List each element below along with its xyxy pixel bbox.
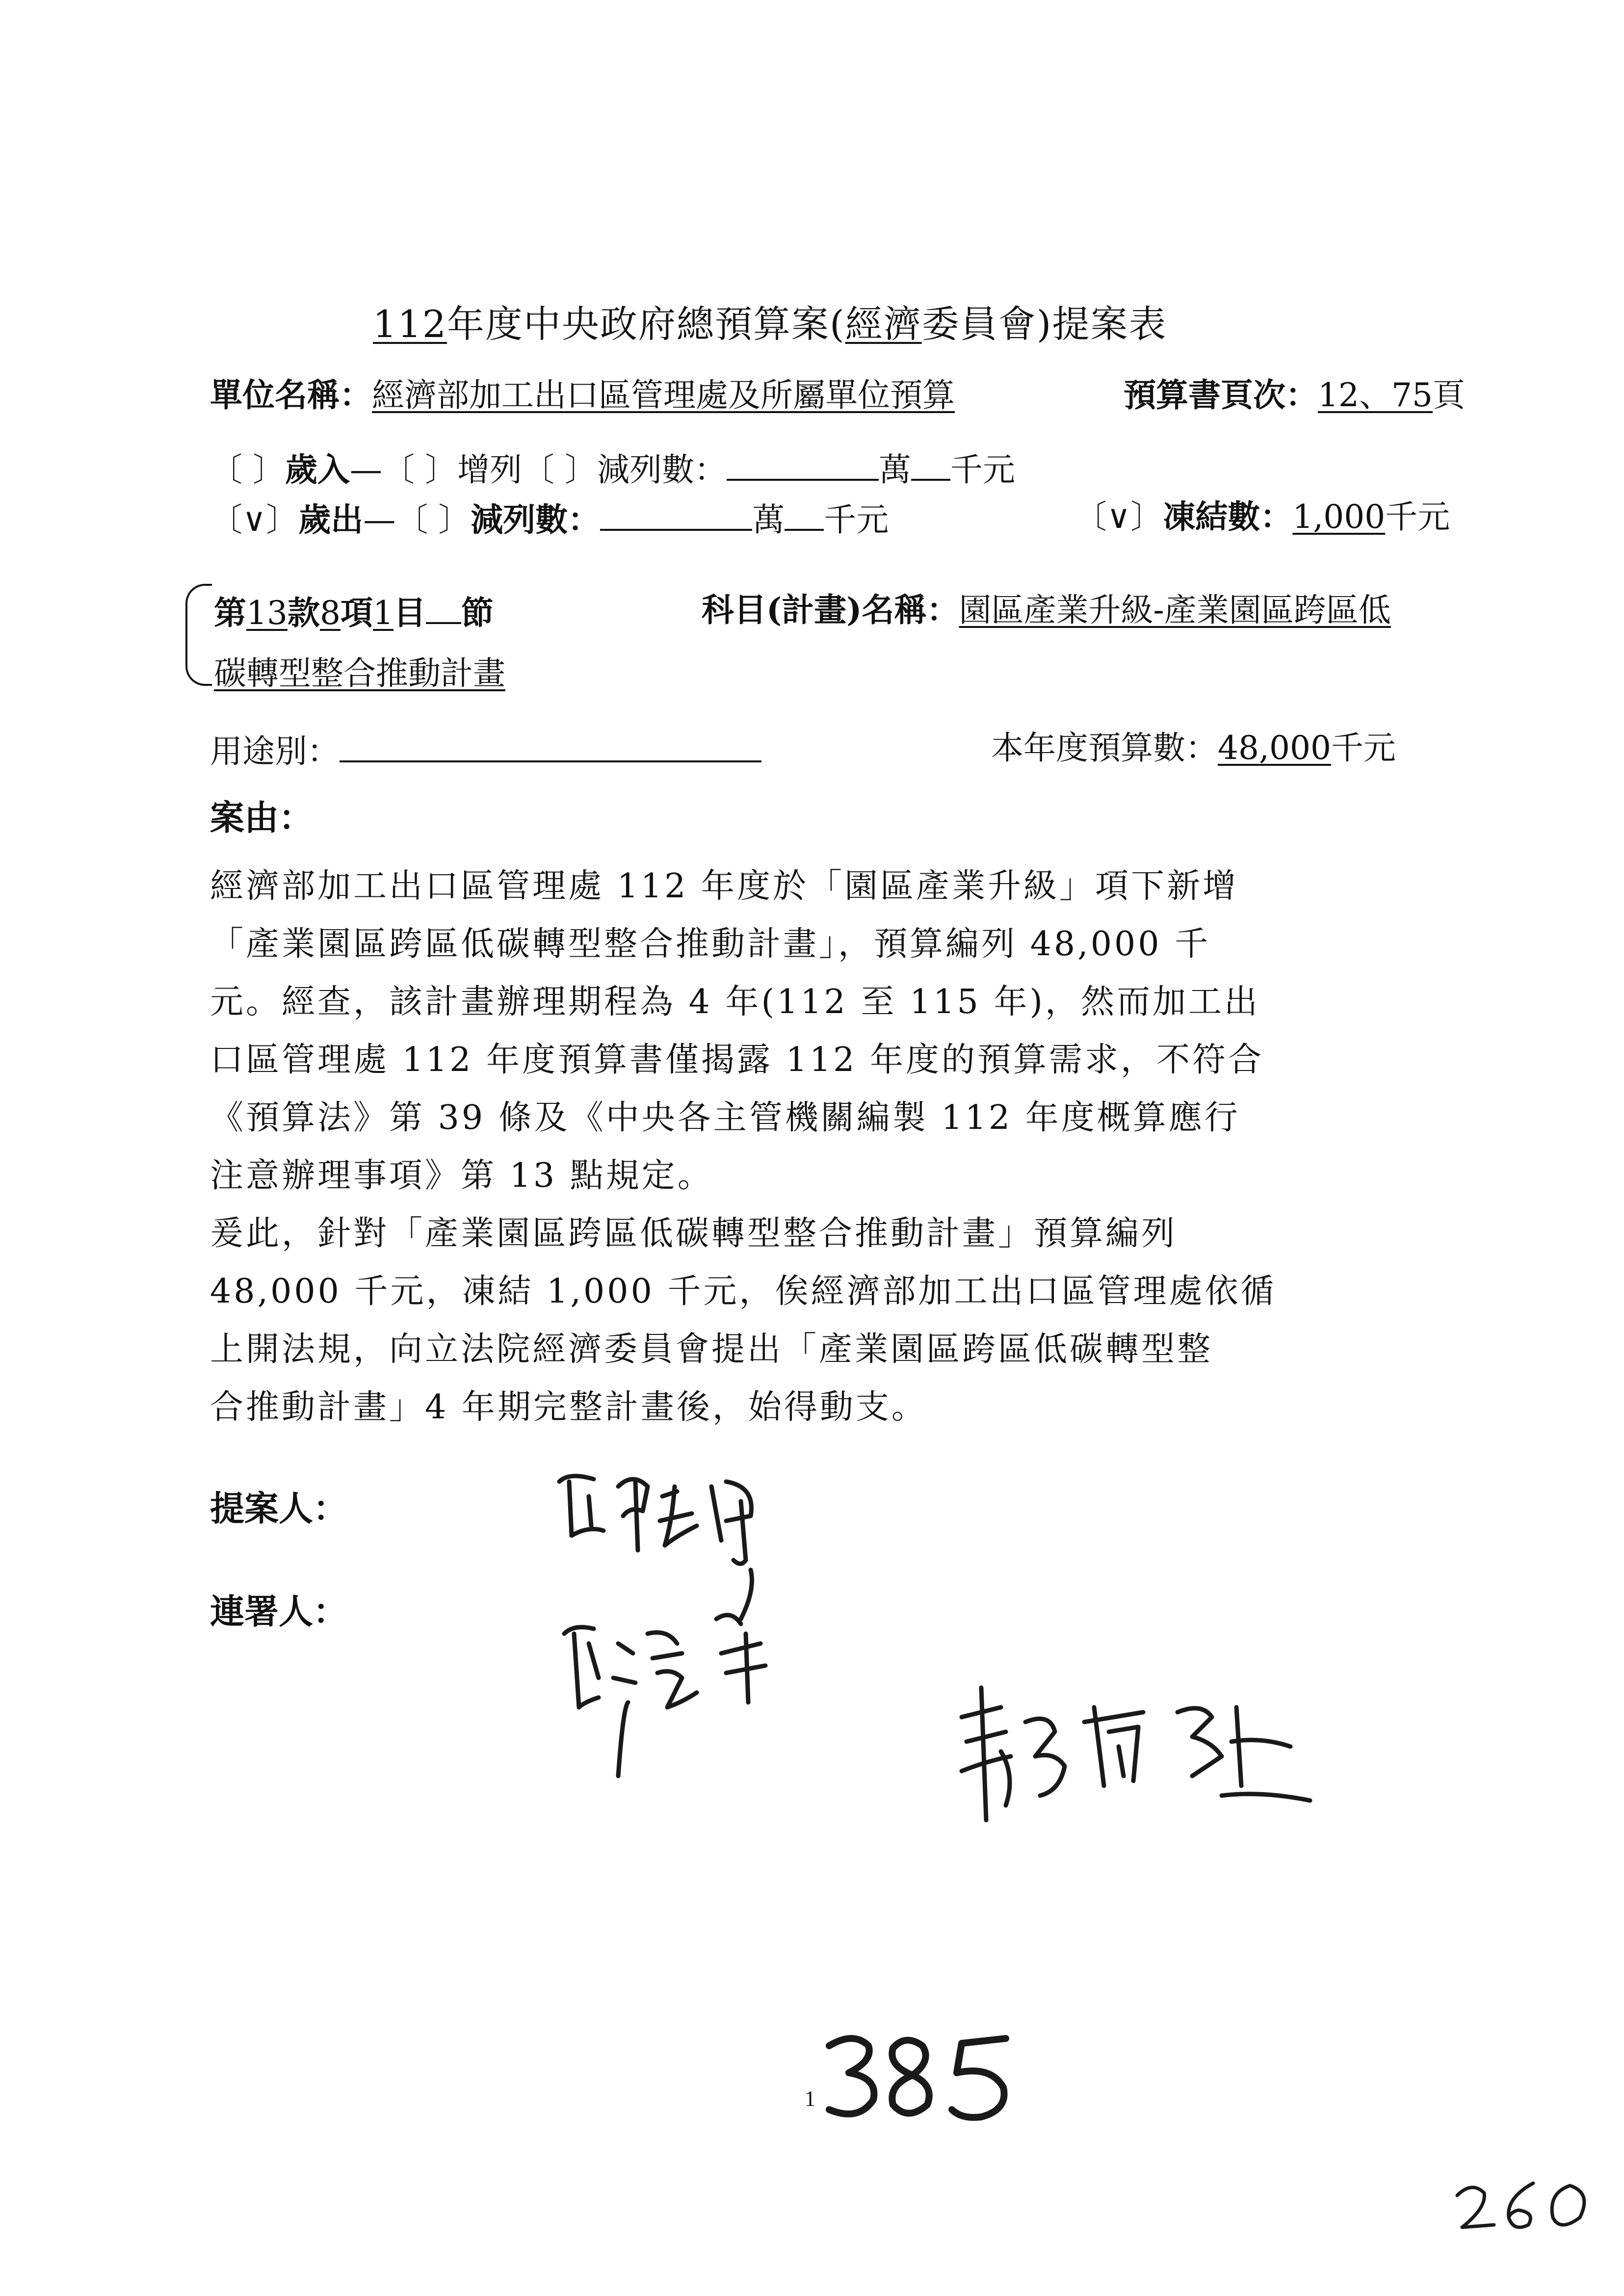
- title-year: 112: [373, 302, 447, 346]
- item-mu-value: 1: [372, 594, 393, 632]
- reason-heading: 案由：: [210, 797, 313, 838]
- freeze-checkbox[interactable]: 〔∨〕: [1074, 498, 1163, 536]
- item-kuan-value: 13: [246, 594, 288, 632]
- usage-label: 用途別：: [210, 732, 340, 770]
- item-xiang-label: 項: [340, 594, 373, 632]
- expenditure-checkbox[interactable]: 〔∨〕: [210, 501, 299, 539]
- freeze-label: 凍結數：: [1163, 497, 1293, 536]
- annual-budget-unit: 千元: [1331, 729, 1396, 767]
- reason-line: 口區管理處 112 年度預算書僅揭露 112 年度的預算需求，不符合: [210, 1041, 1264, 1079]
- budget-page-value: 12、75: [1318, 376, 1433, 414]
- proposer-label: 提案人：: [210, 1488, 347, 1529]
- item-numbering: [214, 594, 494, 632]
- usage-blank[interactable]: [340, 732, 761, 762]
- unit-value: 經濟部加工出口區管理處及所屬單位預算: [372, 376, 955, 414]
- cosigner-signature-image-1: [554, 1560, 829, 1786]
- unit-label: 單位名稱：: [210, 376, 372, 414]
- revenue-checkbox[interactable]: 〔 〕: [210, 451, 285, 489]
- reason-line: 元。經查，該計畫辦理期程為 4 年(112 至 115 年)，然而加工出: [210, 983, 1260, 1021]
- budget-page-label: 預算書頁次：: [1124, 376, 1318, 414]
- item-jie-label: 節: [461, 594, 494, 632]
- revenue-qian-unit: 千元: [950, 451, 1015, 489]
- unit-row: [210, 376, 955, 414]
- revenue-qian-blank[interactable]: [911, 450, 950, 481]
- reason-line: 注意辦理事項》第 13 點規定。: [210, 1156, 713, 1195]
- expenditure-wan-unit: 萬: [752, 501, 785, 539]
- expenditure-row: [210, 500, 889, 539]
- expenditure-decrease-checkbox[interactable]: 〔 〕: [395, 501, 471, 539]
- revenue-row: [210, 450, 1015, 489]
- reason-line: 合推動計畫」4 年期完整計畫後，始得動支。: [210, 1388, 927, 1427]
- revenue-increase-checkbox[interactable]: 〔 〕: [382, 451, 457, 489]
- expenditure-qian-unit: 千元: [824, 501, 889, 539]
- usage-row: [210, 732, 761, 768]
- item-jie-blank[interactable]: [426, 594, 461, 624]
- item-brace: [185, 584, 212, 686]
- expenditure-dash: —: [363, 501, 396, 539]
- annual-budget-label: 本年度預算數：: [991, 729, 1218, 767]
- budget-page-row: [1124, 376, 1465, 414]
- proposer-signature-image: [550, 1452, 775, 1570]
- item-xiang-value: 8: [319, 594, 341, 632]
- item-di: 第: [214, 594, 246, 632]
- expenditure-qian-blank[interactable]: [785, 500, 824, 531]
- annual-budget-value: 48,000: [1218, 729, 1331, 767]
- handwritten-number-385: [819, 2031, 1016, 2124]
- freeze-row: [1074, 497, 1450, 536]
- reason-line: 「產業園區跨區低碳轉型整合推動計畫」，預算編列 48,000 千: [210, 925, 1211, 964]
- subject-continuation: [214, 654, 505, 692]
- reason-line: 48,000 千元，凍結 1,000 千元，俟經濟部加工出口區管理處依循: [210, 1272, 1277, 1311]
- revenue-dash: —: [349, 451, 382, 489]
- reason-line: 經濟部加工出口區管理處 112 年度於「園區產業升級」項下新增: [210, 867, 1239, 906]
- revenue-decrease-label: 減列數：: [597, 451, 727, 489]
- handwritten-number-260: [1447, 2168, 1604, 2237]
- expenditure-label: 歲出: [298, 500, 364, 539]
- revenue-label: 歲入: [285, 450, 350, 489]
- cosigner-signature-image-2: [947, 1678, 1320, 1830]
- revenue-wan-unit: 萬: [878, 451, 911, 489]
- revenue-increase-label: 增列: [457, 451, 522, 489]
- subject-line-2: 碳轉型整合推動計畫: [214, 654, 505, 692]
- reason-line: 爰此，針對「產業園區跨區低碳轉型整合推動計畫」預算編列: [210, 1214, 1178, 1253]
- title-prefix: 年度中央政府總預算案(: [447, 302, 845, 346]
- budget-page-unit: 頁: [1432, 376, 1465, 414]
- revenue-decrease-checkbox[interactable]: 〔 〕: [522, 451, 597, 489]
- reason-line: 上開法規，向立法院經濟委員會提出「產業園區跨區低碳轉型整: [210, 1330, 1213, 1369]
- title-suffix: 委員會)提案表: [921, 302, 1167, 346]
- freeze-value: 1,000: [1292, 498, 1386, 536]
- freeze-unit: 千元: [1385, 498, 1450, 536]
- expenditure-wan-blank[interactable]: [600, 500, 752, 531]
- item-kuan-label: 款: [287, 594, 320, 632]
- subject-label: 科目(計畫)名稱：: [702, 591, 959, 629]
- title-committee: 經濟: [845, 302, 922, 346]
- subject-row: [702, 591, 1391, 629]
- cosigner-label: 連署人：: [210, 1591, 347, 1632]
- revenue-wan-blank[interactable]: [727, 450, 879, 481]
- expenditure-decrease-label: 減列數：: [471, 500, 601, 539]
- subject-line-1: 園區產業升級-產業園區跨區低: [959, 591, 1391, 629]
- document-title: [373, 294, 1167, 348]
- reason-line: 《預算法》第 39 條及《中央各主管機關編製 112 年度概算應行: [210, 1098, 1240, 1137]
- annual-budget-row: [991, 729, 1396, 767]
- page-number: 1: [805, 2087, 815, 2111]
- item-mu-label: 目: [393, 594, 426, 632]
